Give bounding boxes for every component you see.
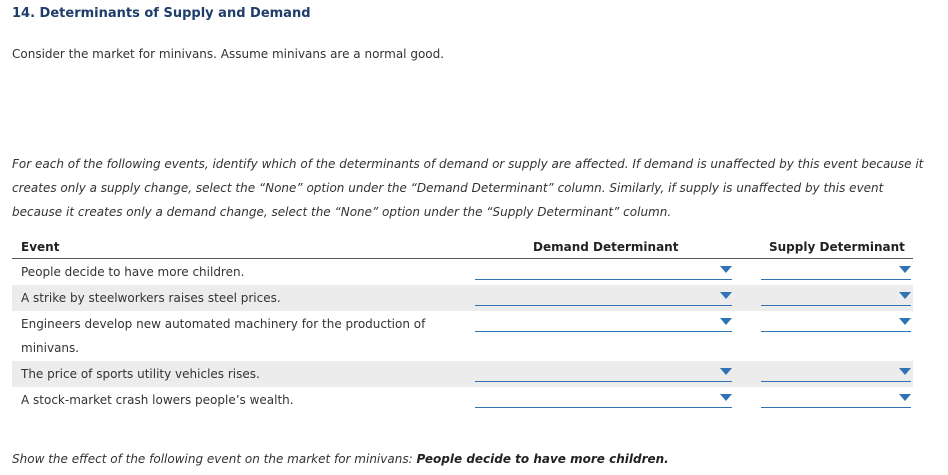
- event-prompt-prefix: Show the effect of the following event on the market for minivans:: [12, 452, 417, 466]
- demand-determinant-dropdown[interactable]: [475, 387, 732, 408]
- event-label: Engineers develop new automated machinery for the production of minivans.: [21, 317, 426, 355]
- supply-determinant-dropdown[interactable]: [761, 311, 911, 332]
- event-label: The price of sports utility vehicles rises.: [21, 367, 260, 381]
- event-label: A stock-market crash lowers people’s wealth.: [21, 393, 294, 407]
- event-prompt-event: People decide to have more children.: [416, 452, 669, 466]
- header-supply-determinant: Supply Determinant: [769, 240, 905, 254]
- chevron-down-icon[interactable]: [720, 318, 732, 325]
- supply-determinant-dropdown[interactable]: [761, 285, 911, 306]
- instructions-text: For each of the following events, identify which of the determinants of demand or supply are affected. If demand is unaffected by this event because it creates only a supply change, select the “None” option under the “Demand Determinant” column. Similarly, if supply is unaffected by this event because it creates only a demand change, select the “None” option under the “Supply Determinant” column.: [12, 157, 924, 219]
- table-row: [12, 259, 913, 285]
- demand-determinant-dropdown[interactable]: [475, 361, 732, 382]
- header-demand-determinant: Demand Determinant: [533, 240, 679, 254]
- table-row: [12, 311, 913, 361]
- event-label: People decide to have more children.: [21, 265, 245, 279]
- intro-text: Consider the market for minivans. Assume minivans are a normal good.: [12, 47, 445, 61]
- supply-determinant-dropdown[interactable]: [761, 259, 911, 280]
- table-row: [12, 387, 913, 413]
- chevron-down-icon[interactable]: [899, 318, 911, 325]
- header-event: Event: [21, 240, 60, 254]
- chevron-down-icon[interactable]: [720, 266, 732, 273]
- chevron-down-icon[interactable]: [899, 394, 911, 401]
- chevron-down-icon[interactable]: [899, 368, 911, 375]
- chevron-down-icon[interactable]: [720, 394, 732, 401]
- chevron-down-icon[interactable]: [720, 292, 732, 299]
- chevron-down-icon[interactable]: [899, 266, 911, 273]
- table-header: [12, 236, 913, 259]
- determinants-table: [12, 236, 913, 413]
- event-label: A strike by steelworkers raises steel prices.: [21, 291, 281, 305]
- supply-determinant-dropdown[interactable]: [761, 361, 911, 382]
- question-title: 14. Determinants of Supply and Demand: [12, 6, 311, 21]
- chevron-down-icon[interactable]: [899, 292, 911, 299]
- table-row: [12, 285, 913, 311]
- demand-determinant-dropdown[interactable]: [475, 311, 732, 332]
- chevron-down-icon[interactable]: [720, 368, 732, 375]
- demand-determinant-dropdown[interactable]: [475, 285, 732, 306]
- demand-determinant-dropdown[interactable]: [475, 259, 732, 280]
- table-row: [12, 361, 913, 387]
- event-prompt: [12, 452, 669, 466]
- supply-determinant-dropdown[interactable]: [761, 387, 911, 408]
